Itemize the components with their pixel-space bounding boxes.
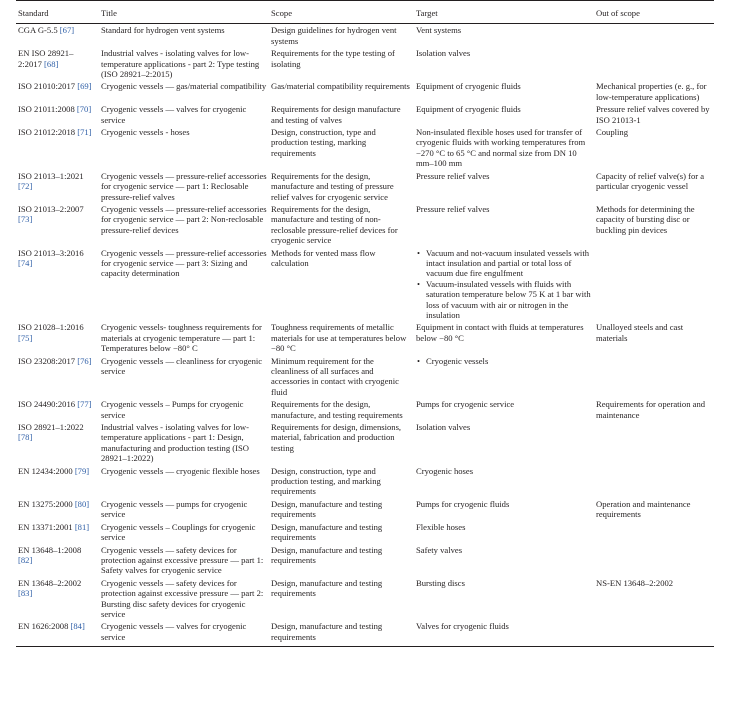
standard-id: ISO 21013–2:2007 — [18, 203, 84, 214]
standards-table — [16, 0, 714, 647]
cell-title: Cryogenic vessels — pressure-relief accessories for cryogenic service — part 1: Reclosable pressure-relief valves — [101, 170, 267, 202]
standard-id: EN ISO 28921–2:2017 — [18, 48, 74, 69]
cell-out-of-scope: Requirements for operation and maintenance — [596, 399, 706, 420]
target-list-item: • Cryogenic vessels — [416, 356, 592, 366]
cell-title: Cryogenic vessels — pumps for cryogenic service — [101, 498, 248, 520]
cell-title: Standard for hydrogen vent systems — [101, 25, 225, 36]
cell-target: Equipment of cryogenic fluids — [416, 104, 521, 115]
cell-scope: Design guidelines for hydrogen vent systems — [271, 25, 397, 46]
cell-out-of-scope: Capacity of relief valve(s) for a particular cryogenic vessel — [596, 170, 705, 192]
cell-out-of-scope — [594, 544, 714, 577]
cell-scope: Minimum requirement for the cleanliness of all surfaces and accessories in contact with cryogenic fluid — [271, 355, 399, 397]
cell-title: Cryogenic vessels — safety devices for protection against excessive pressure — part 2: Bursting disc safety devices for cryogenic service — [101, 577, 264, 619]
cell-title: Cryogenic vessels — gas/material compatibility — [101, 81, 267, 92]
table-header — [16, 1, 714, 24]
reference-link[interactable]: [71] — [77, 127, 92, 138]
cell-target: Isolation valves — [416, 48, 471, 59]
reference-link[interactable]: [78] — [18, 432, 33, 443]
cell-title: Cryogenic vessels — valves for cryogenic service — [101, 104, 247, 125]
cell-scope: Requirements for the type testing of isolating — [271, 48, 395, 69]
standard-id: ISO 24490:2016 — [18, 399, 78, 410]
cell-target: Valves for cryogenic fluids — [414, 620, 594, 646]
cell-standard — [16, 355, 99, 399]
table-row — [16, 80, 714, 103]
table-row — [16, 398, 714, 421]
cell-scope: Design, manufacture and testing requirements — [271, 521, 383, 543]
cell-target — [414, 247, 594, 322]
standard-id: ISO 21013–3:2016 — [18, 247, 84, 258]
cell-title: Cryogenic vessels — cleanliness for cryogenic service — [101, 355, 263, 376]
table-row — [16, 170, 714, 203]
cell-target: Pumps for cryogenic service — [416, 399, 515, 410]
reference-link[interactable]: [68] — [44, 58, 59, 69]
standard-id: ISO 21028–1:2016 — [18, 322, 84, 333]
cell-scope: Design, manufacture and testing requirements — [271, 498, 383, 520]
cell-scope: Design, manufacture and testing requirements — [271, 577, 383, 599]
table-row — [16, 203, 714, 247]
cell-out-of-scope — [594, 24, 714, 47]
cell-scope: Design, manufacture and testing requirements — [271, 544, 383, 565]
reference-link[interactable]: [80] — [74, 498, 90, 509]
cell-title: Cryogenic vessels – Pumps for cryogenic service — [101, 399, 244, 420]
cell-scope: Design, manufacture and testing requirements — [269, 620, 414, 646]
cell-scope: Requirements for the design, manufacture and testing of non-reclosable pressure-relief devices for cryogenic service — [271, 203, 398, 246]
standard-id: EN 13648–2:2002 — [18, 577, 82, 588]
table-row — [16, 247, 714, 322]
cell-standard — [16, 24, 99, 47]
reference-link[interactable]: [83] — [18, 588, 33, 599]
cell-target: Non-insulated flexible hoses used for transfer of cryogenic fluids with working temperatures from −270 °C to 65 °C and normal size from DN 10 mm–100 mm — [416, 127, 586, 169]
standard-id: EN 13371:2001 — [18, 521, 75, 532]
cell-scope: Requirements for design manufacture and testing of valves — [271, 104, 401, 125]
cell-out-of-scope — [594, 620, 714, 646]
table-row — [16, 103, 714, 126]
cell-standard — [16, 421, 99, 465]
table-row — [16, 620, 714, 646]
cell-title: Cryogenic vessels — valves for cryogenic service — [99, 620, 269, 646]
cell-standard — [16, 620, 99, 646]
reference-link[interactable]: [73] — [18, 214, 33, 225]
table-row — [16, 521, 714, 544]
cell-out-of-scope: NS-EN 13648–2:2002 — [596, 577, 674, 588]
cell-standard — [16, 577, 99, 621]
cell-title: Cryogenic vessels – Couplings for cryogenic service — [101, 521, 256, 543]
cell-standard — [16, 170, 99, 203]
cell-scope: Design, construction, type and production testing, and marking requirements — [271, 465, 381, 497]
cell-title: Industrial valves - isolating valves for low-temperature applications - part 2: Type testing (ISO 28921–2:2015) — [101, 48, 260, 80]
cell-scope: Requirements for the design, manufacture and testing of pressure relief valves for cryogenic service — [271, 170, 394, 202]
cell-title: Cryogenic vessels — safety devices for protection against excessive pressure — part 1: Safety valves for cryogenic service — [101, 544, 264, 576]
standards-table-container — [16, 0, 714, 647]
standard-id: ISO 21012:2018 — [18, 127, 78, 138]
reference-link[interactable]: [81] — [74, 521, 90, 532]
cell-target: Isolation valves — [416, 422, 471, 433]
cell-out-of-scope: Coupling — [596, 127, 628, 138]
header-out-of-scope: Out of scope — [594, 1, 714, 24]
cell-standard — [16, 498, 99, 521]
header-scope: Scope — [269, 1, 414, 24]
standard-id: EN 13275:2000 — [18, 498, 75, 509]
header-title: Title — [99, 1, 269, 24]
cell-scope: Methods for vented mass flow calculation — [271, 247, 376, 268]
target-list-item: • Vacuum and not-vacuum insulated vessels with intact insulation and partial or total loss of vacuum due fire engulfment — [416, 248, 592, 279]
header-standard: Standard — [16, 1, 99, 24]
cell-scope: Requirements for design, dimensions, material, fabrication and production testing — [271, 422, 402, 453]
cell-title: Cryogenic vessels — pressure-relief accessories for cryogenic service — part 3: Sizing and capacity determination — [101, 247, 267, 279]
table-row — [16, 577, 714, 621]
table-row — [16, 321, 714, 354]
table-row — [16, 544, 714, 577]
cell-standard — [16, 80, 99, 103]
header-target: Target — [414, 1, 594, 24]
cell-target: Cryogenic hoses — [416, 465, 474, 476]
reference-link[interactable]: [70] — [76, 104, 92, 115]
reference-link[interactable]: [79] — [74, 465, 90, 476]
target-list — [416, 248, 592, 321]
reference-link[interactable]: [72] — [18, 181, 33, 192]
table-row — [16, 421, 714, 465]
reference-link[interactable]: [82] — [18, 554, 33, 565]
standard-id: ISO 23208:2017 — [18, 355, 78, 366]
cell-out-of-scope: Unalloyed steels and cast materials — [596, 322, 684, 343]
cell-title: Cryogenic vessels- toughness requirements for materials at cryogenic temperature — part 1: Temperatures below −80° C — [101, 322, 262, 354]
cell-out-of-scope: Pressure relief valves covered by ISO 21013-1 — [596, 104, 710, 125]
cell-standard — [16, 126, 99, 170]
cell-scope: Toughness requirements of metallic materials for use at temperatures below −80 °C — [271, 322, 407, 354]
reference-link[interactable]: [74] — [18, 257, 33, 268]
cell-target — [414, 355, 594, 399]
cell-target: Equipment in contact with fluids at temperatures below −80 °C — [416, 322, 584, 343]
standard-id: ISO 21011:2008 — [18, 104, 77, 115]
table-row — [16, 465, 714, 498]
cell-standard — [16, 203, 99, 247]
cell-title: Industrial valves - isolating valves for low-temperature applications - part 1: Design, manufacturing and production testing (ISO 28921–1:2022) — [101, 422, 249, 464]
table-row — [16, 126, 714, 170]
cell-standard — [16, 398, 99, 421]
cell-scope: Design, construction, type and production testing, marking requirements — [271, 127, 376, 158]
cell-out-of-scope — [594, 521, 714, 544]
cell-standard — [16, 321, 99, 354]
cell-scope: Gas/material compatibility requirements — [271, 81, 410, 92]
standard-id: EN 1626:2008 — [18, 621, 71, 632]
cell-title: Cryogenic vessels — cryogenic flexible hoses — [101, 465, 260, 476]
cell-standard — [16, 465, 99, 498]
table-row — [16, 47, 714, 80]
reference-link[interactable]: [77] — [77, 399, 92, 410]
cell-standard — [16, 47, 99, 80]
cell-target: Equipment of cryogenic fluids — [416, 81, 521, 92]
standard-id: ISO 28921–1:2022 — [18, 422, 84, 433]
reference-link[interactable]: [67] — [59, 25, 75, 36]
standard-id: ISO 21013–1:2021 — [18, 170, 84, 181]
cell-out-of-scope: Mechanical properties (e. g., for low-temperature applications) — [596, 81, 707, 102]
table-row — [16, 498, 714, 521]
cell-standard — [16, 247, 99, 322]
cell-target: Flexible hoses — [416, 521, 466, 532]
cell-title: Cryogenic vessels - hoses — [101, 127, 190, 138]
reference-link[interactable]: [76] — [77, 355, 92, 366]
cell-target: Bursting discs — [416, 577, 465, 588]
cell-standard — [16, 103, 99, 126]
cell-out-of-scope — [594, 47, 714, 80]
table-body — [16, 24, 714, 647]
cell-out-of-scope — [594, 465, 714, 498]
table-row — [16, 24, 714, 47]
cell-target: Pressure relief valves — [416, 203, 490, 214]
cell-target: Pressure relief valves — [416, 170, 490, 181]
cell-target: Vent systems — [416, 25, 462, 36]
reference-link[interactable]: [69] — [77, 81, 92, 92]
cell-standard — [16, 544, 99, 577]
reference-link[interactable]: [75] — [18, 332, 33, 343]
cell-out-of-scope — [594, 355, 714, 399]
cell-scope: Requirements for the design, manufacture, and testing requirements — [271, 399, 403, 420]
target-list-item: • Vacuum-insulated vessels with fluids with saturation temperature below 75 K at 1 bar with loss of vacuum with air or nitrogen in the insulation — [416, 279, 592, 321]
header-row — [16, 1, 714, 24]
target-list — [416, 356, 592, 366]
cell-target: Pumps for cryogenic fluids — [416, 498, 510, 509]
reference-link[interactable]: [84] — [70, 621, 85, 632]
standard-id: ISO 21010:2017 — [18, 81, 78, 92]
table-row — [16, 355, 714, 399]
standard-id: EN 12434:2000 — [18, 465, 75, 476]
standard-id: EN 13648–1:2008 — [18, 544, 82, 555]
cell-target: Safety valves — [416, 544, 463, 555]
cell-out-of-scope: Operation and maintenance requirements — [596, 498, 691, 520]
cell-standard — [16, 521, 99, 544]
cell-out-of-scope: Methods for determining the capacity of bursting disc or buckling pin devices — [596, 203, 695, 235]
cell-out-of-scope — [594, 247, 714, 322]
cell-title: Cryogenic vessels — pressure-relief accessories for cryogenic service — part 2: Non-reclosable pressure-relief devices — [101, 203, 267, 235]
standard-id: CGA G-5.5 — [18, 25, 60, 36]
cell-out-of-scope — [594, 421, 714, 465]
